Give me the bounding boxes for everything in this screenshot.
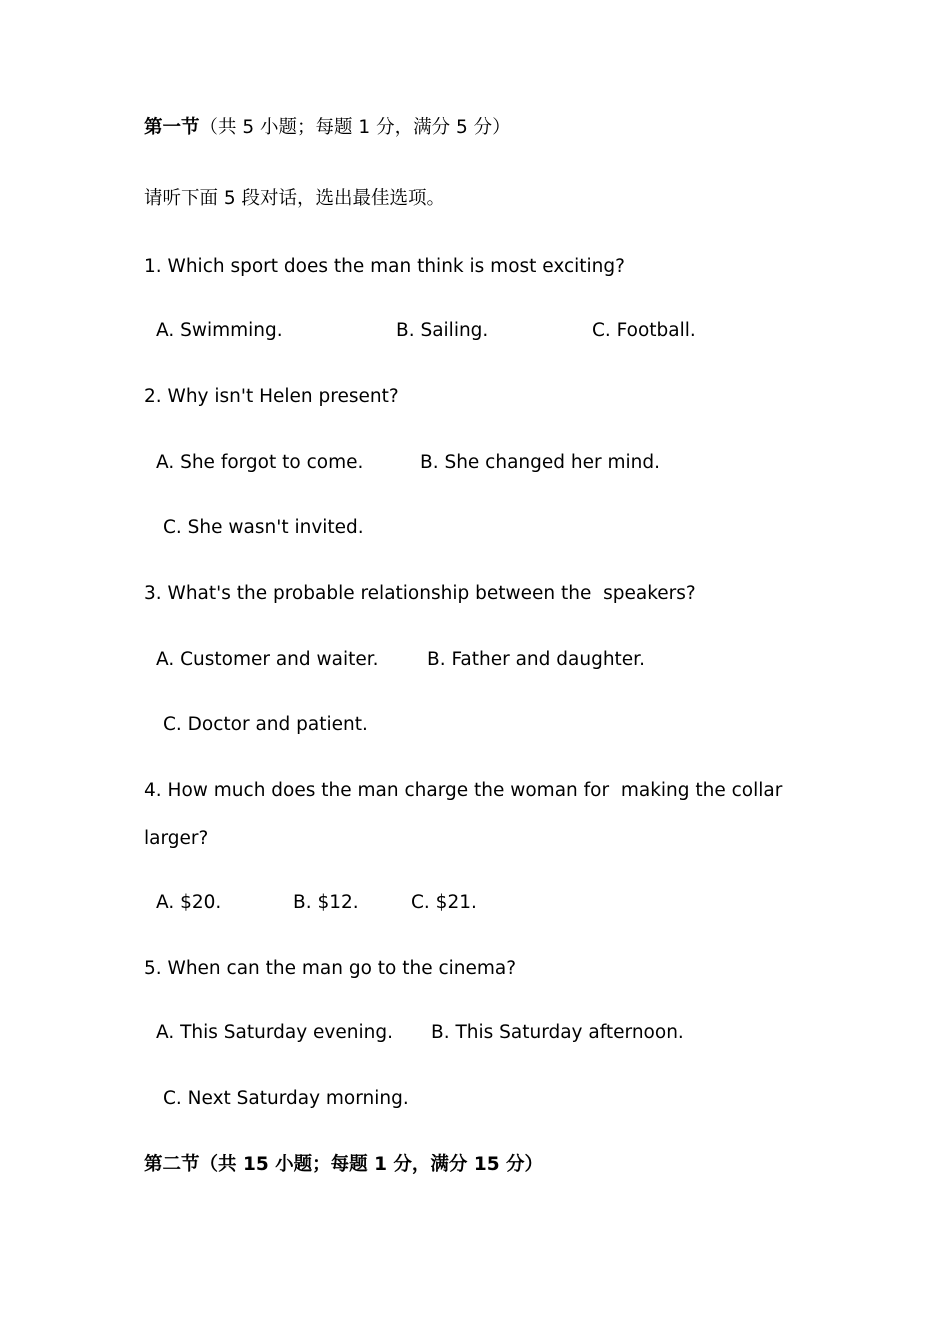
- question-5-option-a: A. This Saturday evening.: [156, 1022, 393, 1043]
- section1-heading-scoring: （共 5 小题；每题 1 分，满分 5 分）: [199, 117, 511, 138]
- section1-heading-label: 第一节: [144, 117, 200, 138]
- question-3-option-a: A. Customer and waiter.: [156, 649, 379, 670]
- question-3-stem: 3. What's the probable relationship between the speakers?: [144, 583, 696, 604]
- section1-instruction: 请听下面 5 段对话，选出最佳选项。: [144, 188, 446, 209]
- question-2-option-b: B. She changed her mind.: [420, 452, 660, 473]
- question-5-option-b: B. This Saturday afternoon.: [431, 1022, 684, 1043]
- question-4-option-c: C. $21.: [411, 892, 477, 913]
- section1-heading: [144, 119, 511, 138]
- question-2-stem: 2. Why isn't Helen present?: [144, 386, 399, 407]
- question-1-option-b: B. Sailing.: [396, 320, 489, 341]
- question-5-stem: 5. When can the man go to the cinema?: [144, 958, 517, 979]
- question-4-stem-continued: larger?: [144, 828, 209, 849]
- question-4-option-b: B. $12.: [293, 892, 359, 913]
- question-1-stem: 1. Which sport does the man think is most exciting?: [144, 256, 625, 277]
- question-5-option-c: C. Next Saturday morning.: [163, 1088, 409, 1109]
- question-1-option-a: A. Swimming.: [156, 320, 283, 341]
- question-4-option-a: A. $20.: [156, 892, 222, 913]
- question-3-option-c: C. Doctor and patient.: [163, 714, 368, 735]
- question-2-option-c: C. She wasn't invited.: [163, 517, 364, 538]
- question-2-option-a: A. She forgot to come.: [156, 452, 364, 473]
- question-3-option-b: B. Father and daughter.: [427, 649, 645, 670]
- section2-heading: 第二节（共 15 小题；每题 1 分，满分 15 分）: [144, 1154, 544, 1175]
- question-4-stem: 4. How much does the man charge the woman for making the collar: [144, 780, 783, 801]
- question-1-option-c: C. Football.: [592, 320, 696, 341]
